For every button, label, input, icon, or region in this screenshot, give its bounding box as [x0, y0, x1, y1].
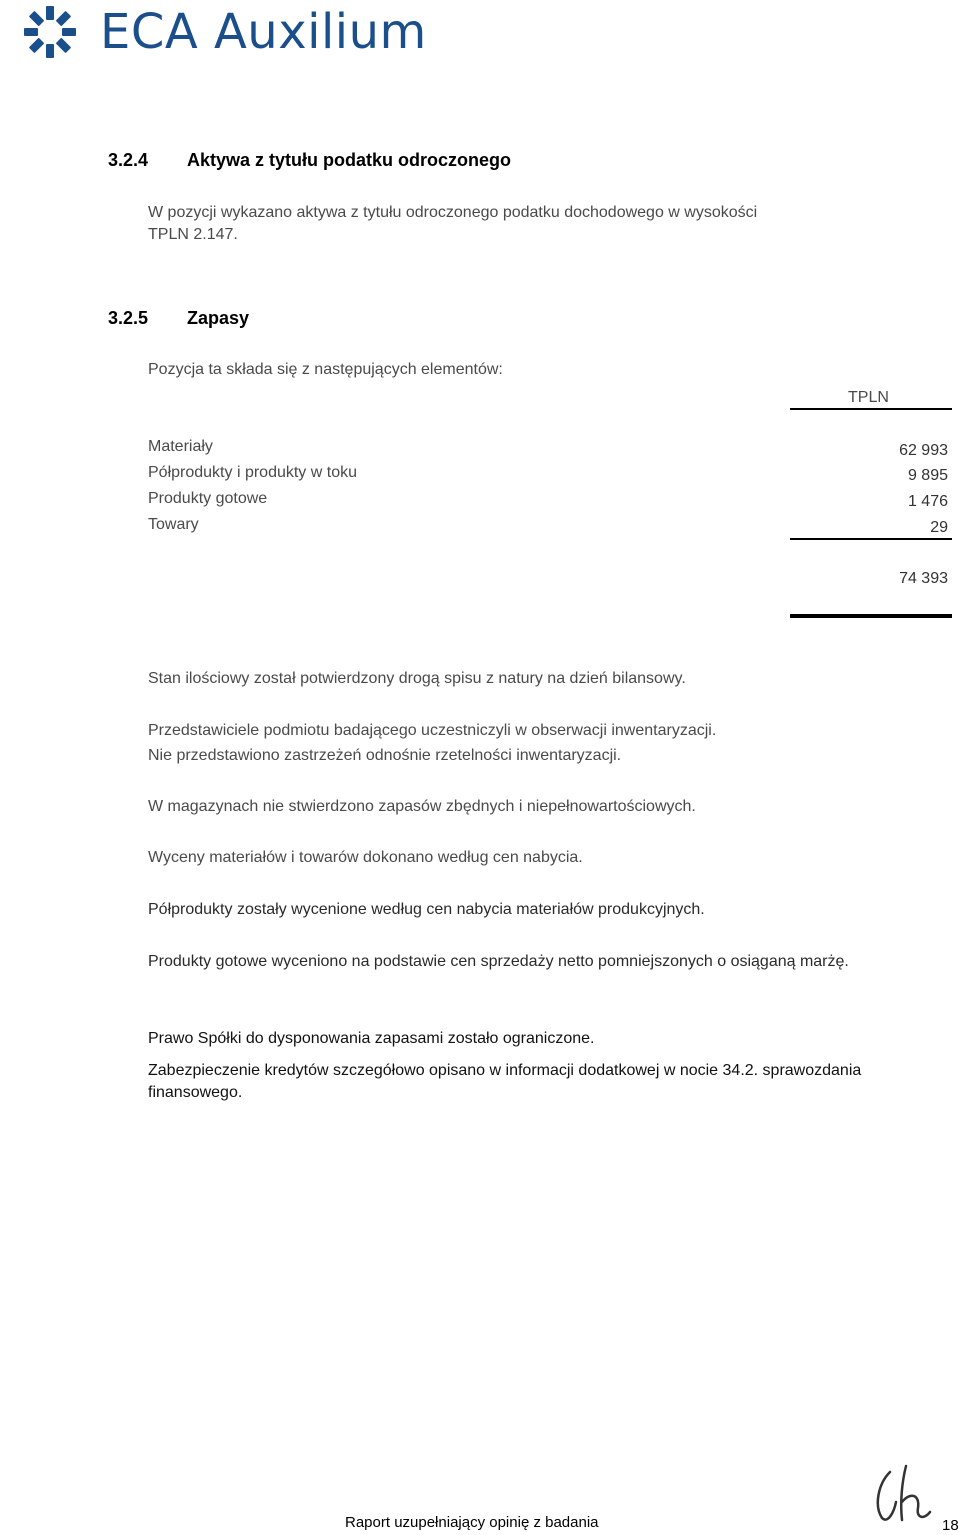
company-logo-text: ECA Auxilium	[100, 4, 427, 60]
paragraph: Zabezpieczenie kredytów szczegółowo opisano w informacji dodatkowej w nocie 34.2. sprawozdania	[148, 1062, 862, 1079]
table-row-value: 62 993	[899, 442, 948, 459]
paragraph-line: TPLN 2.147.	[148, 226, 238, 243]
table-row-value: 9 895	[907, 467, 948, 484]
table-row-label: Materiały	[148, 438, 213, 455]
section-title: Zapasy	[187, 308, 250, 328]
paragraph-intro: Pozycja ta składa się z następujących elementów:	[148, 361, 503, 378]
table-total-value: 74 393	[899, 570, 948, 587]
section-number: 3.2.4	[108, 150, 149, 170]
table-row-label: Produkty gotowe	[148, 490, 268, 507]
handwritten-initials-icon	[868, 1462, 938, 1528]
paragraph: Prawo Spółki do dysponowania zapasami zostało ograniczone.	[148, 1030, 595, 1047]
paragraph: Stan ilościowy został potwierdzony drogą spisu z natury na dzień bilansowy.	[148, 670, 686, 687]
table-row-label: Towary	[148, 516, 199, 533]
currency-header: TPLN	[848, 389, 889, 406]
paragraph: Produkty gotowe wyceniono na podstawie cen sprzedaży netto pomniejszonych o osiąganą marżę.	[148, 953, 849, 970]
paragraph: Nie przedstawiono zastrzeżeń odnośnie rzetelności inwentaryzacji.	[148, 747, 622, 764]
paragraph: Półprodukty zostały wycenione według cen nabycia materiałów produkcyjnych.	[148, 901, 705, 918]
table-row-label: Półprodukty i produkty w toku	[148, 464, 357, 481]
paragraph: finansowego.	[148, 1084, 243, 1101]
subtotal-rule	[790, 538, 952, 540]
table-row-value: 1 476	[907, 493, 948, 510]
section-title: Aktywa z tytułu podatku odroczonego	[187, 150, 512, 170]
star-burst-logo-icon	[16, 4, 88, 60]
section-number: 3.2.5	[108, 308, 149, 328]
header-rule	[790, 408, 952, 410]
page-number: 18	[942, 1517, 959, 1534]
table-row-value: 29	[930, 519, 948, 536]
total-double-rule	[790, 614, 952, 618]
paragraph: Wyceny materiałów i towarów dokonano według cen nabycia.	[148, 849, 583, 866]
paragraph: Przedstawiciele podmiotu badającego uczestniczyli w obserwacji inwentaryzacji.	[148, 722, 717, 739]
paragraph: W magazynach nie stwierdzono zapasów zbędnych i niepełnowartościowych.	[148, 798, 696, 815]
paragraph-line: W pozycji wykazano aktywa z tytułu odroczonego podatku dochodowego w wysokości	[148, 204, 758, 221]
footer-report-title: Raport uzupełniający opinię z badania	[345, 1514, 599, 1531]
